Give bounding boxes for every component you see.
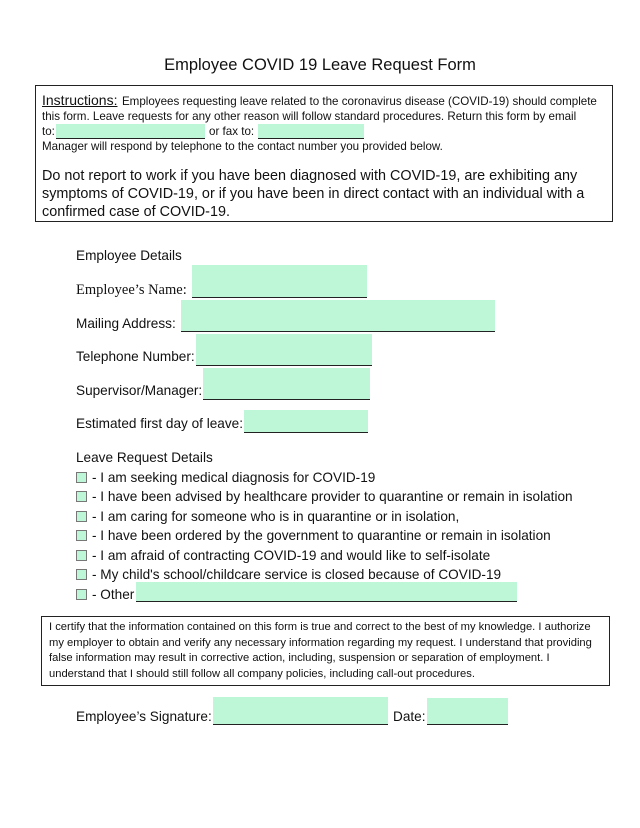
leave-option-label: - I am seeking medical diagnosis for COVID-19 (92, 470, 376, 485)
return-fax-field[interactable] (258, 124, 364, 139)
date-field[interactable] (427, 698, 508, 725)
checkbox[interactable] (76, 569, 87, 580)
checkbox[interactable] (76, 511, 87, 522)
other-reason-field[interactable] (136, 582, 517, 602)
instructions-line-2: this form. Leave requests for any other reason will follow standard procedures. Return this form by email (42, 110, 577, 123)
first-day-field[interactable] (244, 410, 368, 433)
leave-option-label: - I am afraid of contracting COVID-19 and would like to self-isolate (92, 548, 491, 563)
instructions-line-1: Employees requesting leave related to the coronavirus disease (COVID-19) should complete (121, 95, 597, 108)
checkbox[interactable] (76, 491, 87, 502)
leave-option-label: - I have been ordered by the government to quarantine or remain in isolation (92, 528, 551, 543)
checkbox[interactable] (76, 550, 87, 561)
leave-request-heading: Leave Request Details (76, 450, 213, 465)
covid-warning: Do not report to work if you have been diagnosed with COVID-19, are exhibiting any symptoms of COVID-19, or if you have been in direct contact with an individual with a confirmed case of COVID-19. (42, 168, 585, 220)
checkbox[interactable] (76, 530, 87, 541)
leave-option-caring[interactable] (76, 509, 459, 524)
leave-option-medical-diagnosis[interactable] (76, 470, 375, 485)
mailing-address-field[interactable] (181, 300, 495, 332)
leave-option-advised-quarantine[interactable] (76, 489, 573, 504)
leave-option-other[interactable] (76, 587, 134, 602)
manager-note: Manager will respond by telephone to the contact number you provided below. (42, 140, 443, 153)
employee-name-field[interactable] (192, 265, 367, 298)
leave-option-label: - I am caring for someone who is in quarantine or in isolation, (92, 509, 460, 524)
leave-option-self-isolate[interactable] (76, 548, 490, 563)
checkbox[interactable] (76, 472, 87, 483)
instructions-box (35, 85, 613, 222)
leave-option-label: - My child's school/childcare service is closed because of COVID-19 (92, 567, 502, 582)
return-email-field[interactable] (56, 124, 205, 139)
supervisor-label: Supervisor/Manager: (76, 383, 203, 398)
form-title: Employee COVID 19 Leave Request Form (164, 56, 476, 74)
certification-text: I certify that the information contained on this form is true and correct to the best of my knowledge. I authorize my employer to obtain and verify any necessary information regarding my request. I understand that providing false information may result in corrective action, including, suspension or separation of employment. I understand that I should still follow all company policies, including call-out procedures. (49, 621, 592, 680)
instructions-heading: Instructions: (42, 92, 118, 108)
instructions-fax-label: or fax to: (209, 125, 255, 138)
date-label: Date: (393, 709, 426, 724)
leave-option-government-order[interactable] (76, 528, 551, 543)
supervisor-field[interactable] (203, 368, 370, 400)
mailing-address-label: Mailing Address: (76, 316, 176, 331)
signature-field[interactable] (213, 697, 388, 725)
telephone-label: Telephone Number: (76, 349, 195, 364)
first-day-label: Estimated first day of leave: (76, 416, 243, 431)
leave-option-label: - I have been advised by healthcare provider to quarantine or remain in isolation (92, 489, 573, 504)
signature-label: Employee’s Signature: (76, 709, 212, 724)
certification-box (41, 616, 610, 686)
employee-name-label: Employee’s Name: (76, 282, 187, 298)
checkbox[interactable] (76, 589, 87, 600)
leave-option-school-closed[interactable] (76, 567, 501, 582)
instructions-email-label: to: (42, 125, 55, 138)
leave-option-label: - Other (92, 587, 135, 602)
employee-details-heading: Employee Details (76, 248, 182, 263)
telephone-field[interactable] (196, 334, 372, 366)
